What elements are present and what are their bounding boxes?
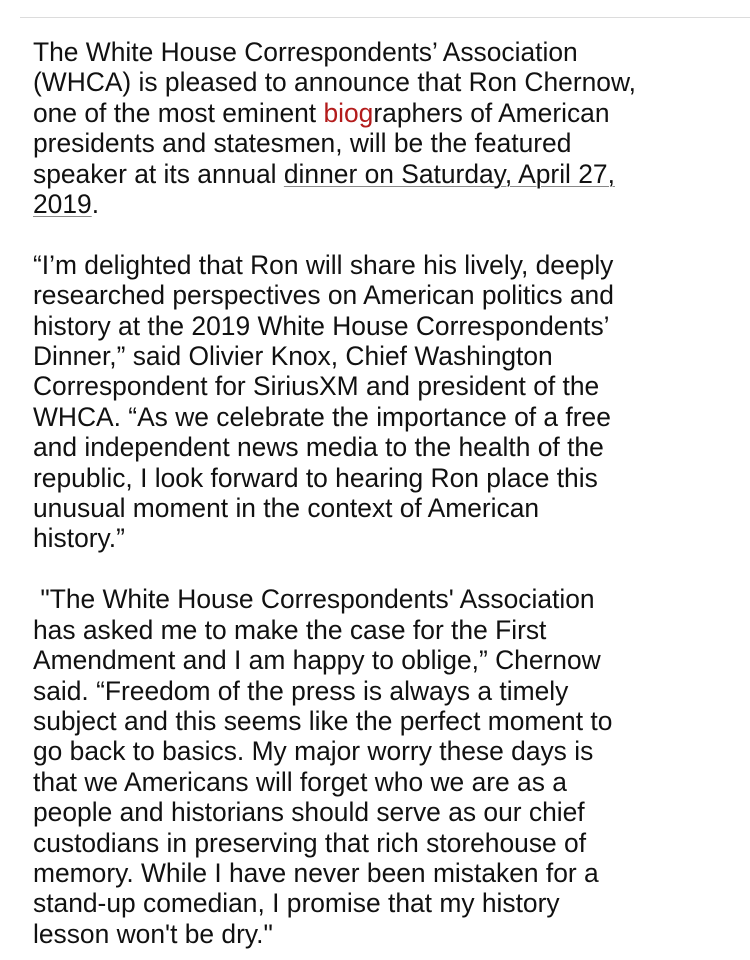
text-line: "The White House Correspondents' Association [33, 584, 595, 615]
dinner-year-link[interactable]: 2019 [33, 189, 92, 220]
text-line: history at the 2019 White House Correspondents’ [33, 310, 610, 341]
text-line: has asked me to make the case for the First [33, 614, 547, 645]
paragraph-chernow-quote [33, 584, 743, 949]
text-line: researched perspectives on American politics and [33, 280, 614, 311]
text-line [33, 159, 743, 189]
text-line: that we Americans will forget who we are as a [33, 766, 567, 797]
text-line: “I’m delighted that Ron will share his lively, deeply [33, 249, 614, 280]
text-line: presidents and statesmen, will be the featured [33, 128, 572, 159]
text-line: custodians in preserving that rich storehouse of [33, 827, 587, 858]
paragraph-spacer [33, 219, 743, 249]
text-run: speaker at its annual [33, 158, 284, 189]
text-line: Correspondent for SiriusXM and president of the [33, 371, 600, 402]
top-divider [20, 17, 750, 18]
paragraph-knox-quote [33, 250, 743, 554]
text-line: WHCA. “As we celebrate the importance of a free [33, 401, 611, 432]
text-line: and independent news media to the health of the [33, 432, 604, 463]
text-line: history.” [33, 523, 125, 554]
text-line: people and historians should serve as our chief [33, 797, 585, 828]
text-run: . [91, 189, 100, 220]
text-line: Amendment and I am happy to oblige,” Chernow [33, 645, 601, 676]
paragraph-announcement [33, 37, 743, 219]
text-line: go back to basics. My major worry these days is [33, 736, 594, 767]
dinner-date-link[interactable]: dinner on Saturday, April 27, [283, 158, 615, 189]
article-body [33, 37, 743, 949]
text-line: stand-up comedian, I promise that my history [33, 888, 560, 919]
text-line: lesson won't be dry." [33, 918, 273, 949]
text-line: memory. While I have never been mistaken for a [33, 857, 599, 888]
text-line: The White House Correspondents’ Association [33, 37, 578, 67]
text-run: one of the most eminent [33, 97, 324, 128]
text-line [33, 98, 743, 128]
highlighted-word: biog [323, 97, 374, 128]
text-run: raphers of American [373, 97, 610, 128]
text-line: said. “Freedom of the press is always a timely [33, 675, 569, 706]
text-line [33, 189, 743, 219]
text-line: Dinner,” said Olivier Knox, Chief Washington [33, 341, 553, 372]
paragraph-spacer [33, 554, 743, 584]
text-line: (WHCA) is pleased to announce that Ron Chernow, [33, 67, 636, 98]
text-line: subject and this seems like the perfect moment to [33, 705, 613, 736]
text-line: republic, I look forward to hearing Ron place this [33, 462, 598, 493]
text-line: unusual moment in the context of American [33, 493, 540, 524]
